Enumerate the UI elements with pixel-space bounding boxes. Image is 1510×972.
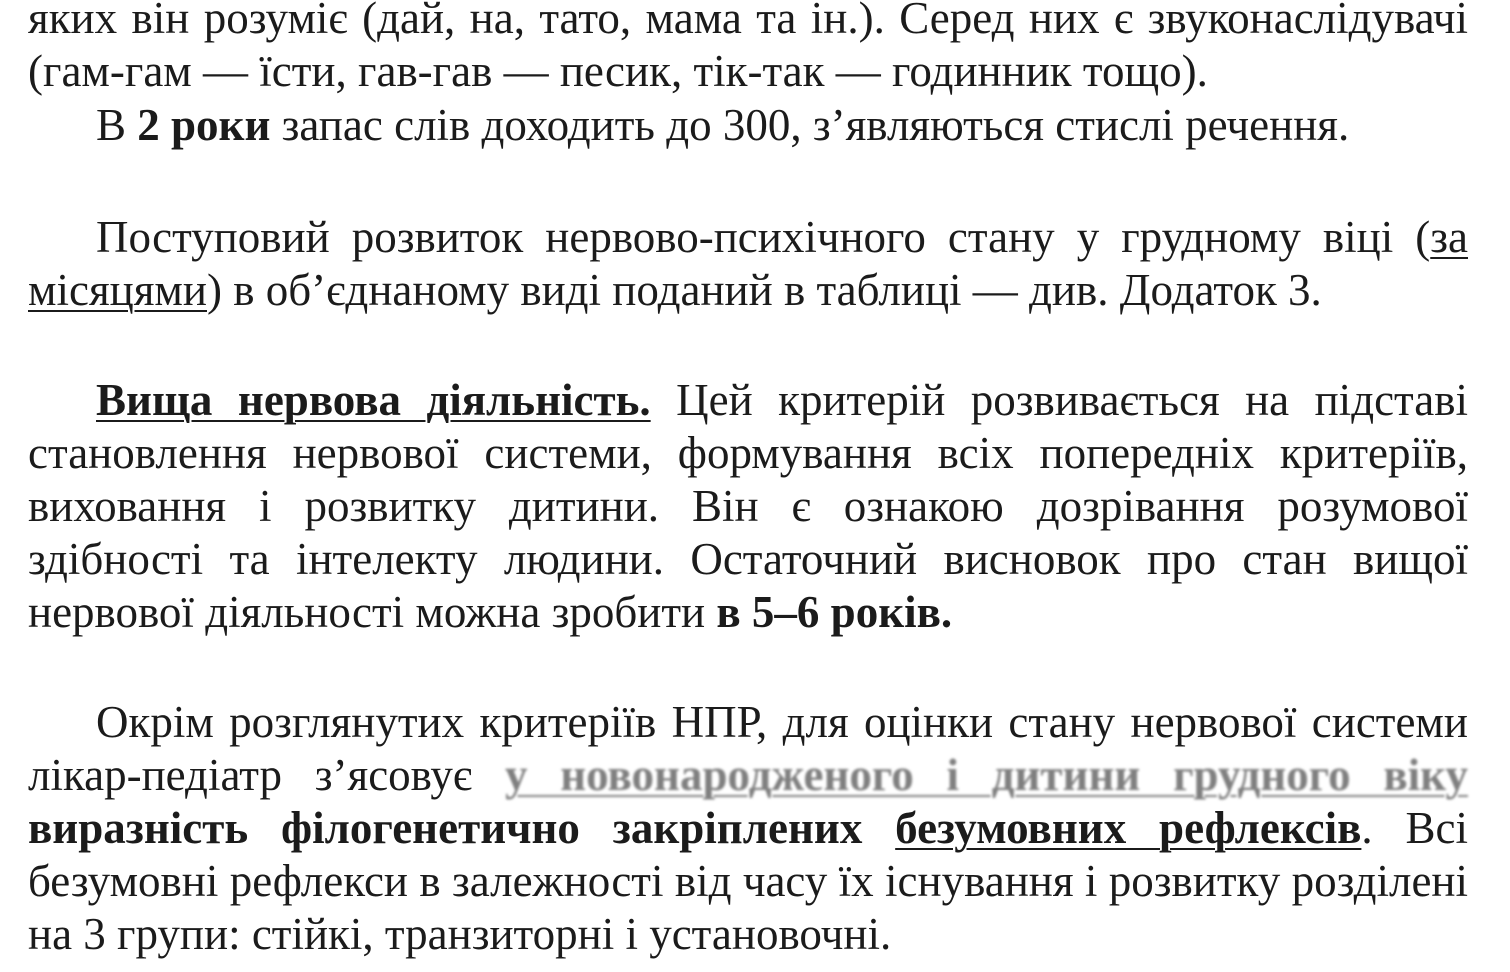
paragraph-gradual-development <box>28 211 1468 317</box>
highlighted-phrase: у новонародженого і дитини грудного віку <box>504 750 1468 800</box>
text-pre: В <box>96 100 138 150</box>
paragraph-reflexes <box>28 696 1468 961</box>
bold-age-range: в 5–6 років. <box>716 587 953 637</box>
paragraph-text: Цей критерій розвивається на підставі становлення нервової системи, формування всіх попередніх критеріїв, виховання і розвитку дитини. Він є ознакою дозрівання розумової здібності та інтелекту людини. Остаточний висновок про стан вищої нервової діяльності можна зробити <box>28 375 1468 637</box>
underlined-by-months: за місяцями <box>28 212 1468 315</box>
text-post: ) в об’єднаному виді поданий в таблиці — див. Додаток 3. <box>207 265 1322 315</box>
text-pre: Поступовий розвиток нервово-психічного стану у грудному віці ( <box>96 212 1431 262</box>
paragraph-speech-words <box>28 0 1468 98</box>
paragraph-higher-nervous-activity <box>28 374 1468 639</box>
bold-age: 2 роки <box>137 100 271 150</box>
bold-underlined-reflexes: безумовних рефлексів <box>895 803 1362 853</box>
text-post: . Всі безумовні рефлекси в залежності від часу їх існування і розвитку розділені на 3 групи: стійкі, транзиторні і установочні. <box>28 803 1468 959</box>
paragraph-text: яких він розуміє (дай, на, тато, мама та ін.). Серед них є звуконаслідувачі (гам-гам — їсти, гав-гав — песик, тік-так — годинник тощо). <box>28 0 1468 96</box>
text-post: запас слів доходить до 300, з’являються стислі речення. <box>270 100 1350 150</box>
bold-phrase: виразність філогенетично закріплених <box>28 803 896 853</box>
paragraph-two-years <box>28 99 1468 152</box>
text-pre: Окрім розглянутих критеріїв НПР, для оцінки стану нервової системи лікар-педіатр з’ясовує <box>28 697 1468 800</box>
section-heading: Вища нервова діяльність. <box>96 375 651 425</box>
